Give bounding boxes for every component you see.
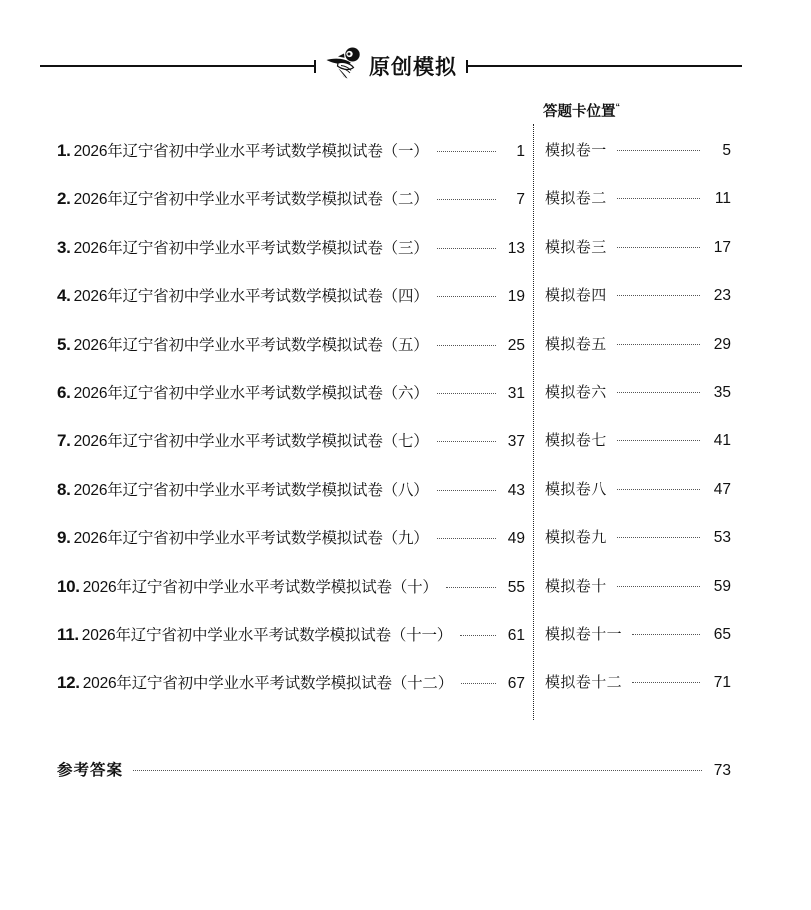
toc-entry-page: 29 [713,335,731,353]
toc-entry-left[interactable] [57,526,525,550]
toc-entry-number: 4. [57,286,71,306]
toc-entry-left[interactable] [57,623,525,647]
toc-entry-number: 7. [57,431,71,451]
toc-entry-right[interactable] [545,139,731,163]
toc-entry-number: 10. [57,576,80,596]
toc-entry-page: 59 [713,577,731,595]
toc-entry-left[interactable] [57,575,525,599]
toc-entry-leader [437,489,496,491]
toc-entry-title: 2026年辽宁省初中学业水平考试数学模拟试卷（二） [73,191,429,209]
toc-entry-title: 2026年辽宁省初中学业水平考试数学模拟试卷（九） [73,530,429,548]
toc-entry-leader [437,247,496,249]
toc-entry-right[interactable] [545,478,731,502]
toc-entry-number: 3. [57,237,71,257]
toc-entry-title: 模拟卷三 [545,238,607,256]
reference-answers-leader [133,769,702,771]
header-rule-right [466,56,742,76]
toc-entry-leader [617,439,700,441]
toc-entry-right[interactable] [545,526,731,550]
toc-entry-leader [617,585,700,587]
toc-entry-leader [437,198,496,200]
toc-entry-title: 2026年辽宁省初中学业水平考试数学模拟试卷（六） [73,385,429,402]
toc-entry-number: 6. [57,383,71,402]
toc-entry-title: 2026年辽宁省初中学业水平考试数学模拟试卷（三） [73,239,429,257]
toc-entry-leader [617,294,700,296]
toc-entry-page: 43 [507,481,525,499]
toc-entry-title: 2026年辽宁省初中学业水平考试数学模拟试卷（十） [82,578,438,596]
toc-entry-title: 模拟卷十 [545,577,607,595]
toc-entry-title: 模拟卷十二 [545,674,623,692]
toc-entry-right[interactable] [545,236,731,260]
toc-entry-page: 11 [714,190,731,208]
toc-entry-left[interactable] [57,671,525,695]
toc-entry-title: 2026年辽宁省初中学业水平考试数学模拟试卷（一） [73,143,429,160]
toc-entry-right[interactable] [545,623,731,647]
toc-entry-page: 53 [713,529,731,547]
toc-entry-left[interactable] [57,139,525,163]
toc-entry-right[interactable] [545,381,731,405]
toc-entry-title: 2026年辽宁省初中学业水平考试数学模拟试卷（十二） [82,675,454,693]
toc-entry-title: 2026年辽宁省初中学业水平考试数学模拟试卷（四） [73,288,429,306]
reference-answers-page: 73 [713,762,731,779]
toc-entry-left[interactable] [57,187,525,211]
toc-entry-page: 31 [507,385,525,402]
toc-entry-leader [617,391,700,393]
header-rule-left-line [40,65,314,67]
toc-entry-left[interactable] [57,284,525,308]
toc-entry-leader [437,537,496,539]
reference-answers-label: 参考答案 [57,762,124,779]
toc-entry-number: 12. [57,673,80,693]
toc-entry-page: 19 [507,288,525,306]
toc-entry-leader [632,633,700,635]
toc-entry-title: 模拟卷十一 [545,626,623,643]
toc-entry-right[interactable] [545,575,731,599]
toc-entry-number: 1. [57,141,71,160]
toc-entry-leader [617,149,700,151]
toc-entry-page: 55 [507,578,525,596]
toc-entry-left[interactable] [57,478,525,502]
toc-entry-page: 71 [713,674,731,692]
toc-entry-title: 模拟卷六 [545,384,607,401]
toc-entry-title: 模拟卷九 [545,529,607,547]
answer-sheet-heading-superscript: “ [615,102,620,113]
toc-entry-page: 7 [516,191,525,209]
toc-entry-left[interactable] [57,381,525,405]
toc-entry-left[interactable] [57,429,525,453]
toc-entry-leader [446,586,496,588]
toc-entry-left[interactable] [57,236,525,260]
toc-entry-right[interactable] [545,333,731,357]
toc-entry-leader [460,634,496,636]
toc-entry-right[interactable] [545,429,731,453]
toc-entry-title: 模拟卷五 [545,335,607,353]
column-divider [533,124,534,720]
toc-entry-leader [617,197,700,199]
toc-entry-title: 2026年辽宁省初中学业水平考试数学模拟试卷（十一） [81,627,453,644]
toc-entry-leader [632,681,700,683]
toc-entry-title: 2026年辽宁省初中学业水平考试数学模拟试卷（八） [73,481,429,499]
toc-entry-title: 2026年辽宁省初中学业水平考试数学模拟试卷（七） [73,433,429,451]
toc-entry-number: 8. [57,479,71,499]
reference-answers-row[interactable] [57,758,731,782]
bird-mascot-icon [325,47,365,81]
toc-entry-page: 49 [507,530,525,548]
toc-entry-page: 1 [516,143,525,160]
toc-entry-leader [437,392,496,394]
toc-entry-page: 67 [507,675,525,693]
toc-entry-leader [437,344,496,346]
toc-entry-title: 模拟卷四 [545,287,607,305]
toc-entry-leader [437,295,496,297]
toc-entry-page: 61 [507,627,525,644]
toc-entry-page: 37 [507,433,525,451]
header-rule-right-line [468,65,742,67]
toc-entry-number: 11. [57,625,79,644]
toc-entry-page: 13 [507,239,525,257]
toc-entry-page: 65 [713,626,731,643]
toc-entry-number: 5. [57,334,71,354]
toc-entry-title: 模拟卷二 [545,190,607,208]
toc-entry-page: 5 [722,142,731,159]
toc-entry-leader [617,488,700,490]
answer-sheet-column-heading [543,100,620,121]
toc-entry-title: 模拟卷八 [545,480,607,498]
toc-entry-number: 2. [57,189,71,209]
toc-entry-page: 35 [713,384,731,401]
toc-entry-leader [617,246,700,248]
toc-entry-leader [437,150,496,152]
toc-entry-leader [461,682,496,684]
toc-entry-right[interactable] [545,187,731,211]
answer-sheet-column-heading-text: 答题卡位置 [543,104,616,120]
toc-entry-leader [617,343,700,345]
toc-entry-page: 41 [713,432,731,450]
toc-entry-right[interactable] [545,671,731,695]
toc-entry-left[interactable] [57,333,525,357]
toc-entry-title: 模拟卷七 [545,432,607,450]
toc-entry-page: 47 [713,480,731,498]
header-title: 原创模拟 [369,56,457,79]
toc-entry-title: 模拟卷一 [545,142,607,159]
toc-entry-number: 9. [57,528,71,548]
page-header [40,46,742,86]
toc-entry-page: 17 [713,238,731,256]
toc-entry-right[interactable] [545,284,731,308]
toc-entry-page: 25 [507,336,525,354]
toc-entry-leader [437,440,496,442]
toc-entry-page: 23 [713,287,731,305]
toc-entry-title: 2026年辽宁省初中学业水平考试数学模拟试卷（五） [73,336,429,354]
toc-entry-leader [617,536,700,538]
header-rule-left [40,56,316,76]
header-center [316,49,466,83]
